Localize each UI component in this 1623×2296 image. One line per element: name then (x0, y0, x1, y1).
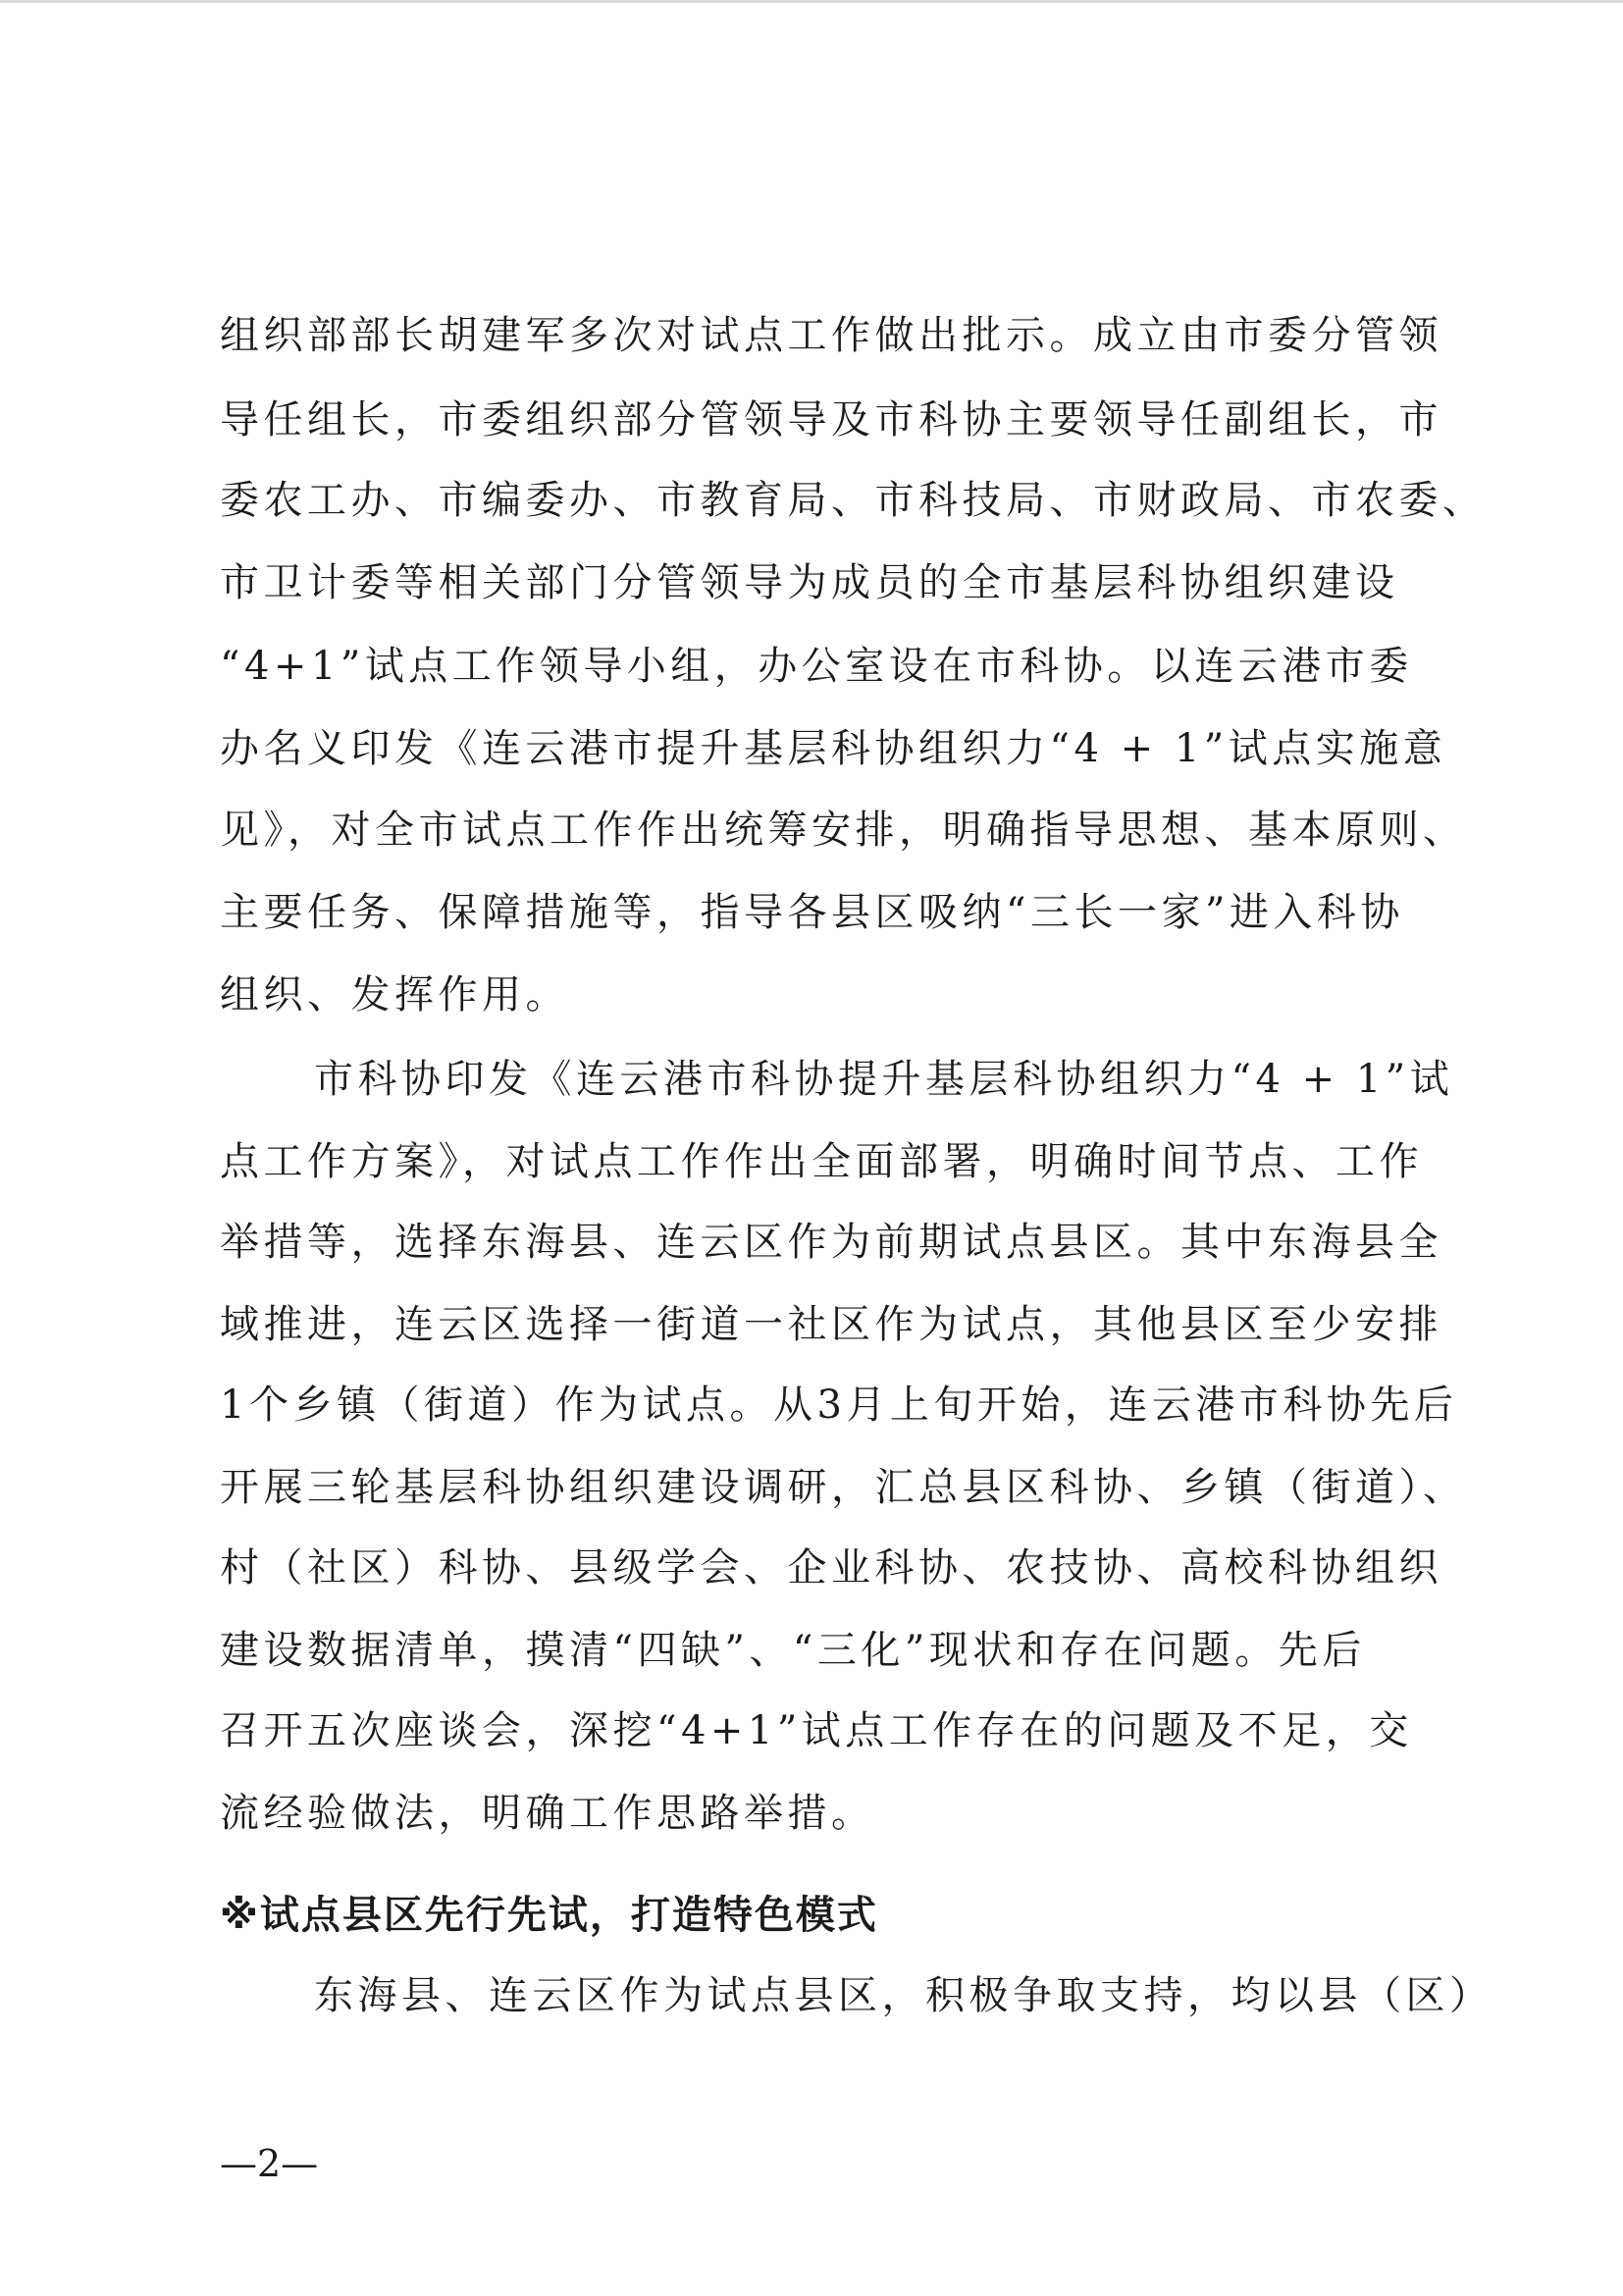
paragraph-1-line-8: 主要任务、保障措施等，指导各县区吸纳“三长一家”进入科协 (220, 890, 1404, 935)
paragraph-2-line-4: 域推进，连云区选择一街道一社区作为试点，其他县区至少安排 (220, 1302, 1442, 1347)
paragraph-2-line-9: 召开五次座谈会，深挖“4+1”试点工作存在的问题及不足，交 (220, 1708, 1413, 1753)
paragraph-2-line-3: 举措等，选择东海县、连云区作为前期试点县区。其中东海县全 (220, 1220, 1442, 1265)
section-heading: ※试点县区先行先试，打造特色模式 (220, 1893, 878, 1938)
paragraph-1-line-4: 市卫计委等相关部门分管领导为成员的全市基层科协组织建设 (220, 560, 1399, 605)
paragraph-2-line-2: 点工作方案》，对试点工作作出全面部署，明确时间节点、工作 (220, 1139, 1423, 1184)
paragraph-2-line-6: 开展三轮基层科协组织建设调研，汇总县区科协、乡镇（街道）、 (220, 1465, 1467, 1510)
paragraph-2-line-1: 市科协印发《连云港市科协提升基层科协组织力“4 + 1”试 (314, 1057, 1454, 1102)
paragraph-2-line-7: 村（社区）科协、县级学会、企业科协、农技协、高校科协组织 (220, 1545, 1442, 1591)
paragraph-1-line-2: 导任组长，市委组织部分管领导及市科协主要领导任副组长，市 (220, 397, 1442, 443)
paragraph-1-line-6: 办名义印发《连云港市提升基层科协组织力“4 + 1”试点实施意 (220, 726, 1447, 771)
paragraph-1-line-5: “4+1”试点工作领导小组，办公室设在市科协。以连云港市委 (220, 644, 1413, 689)
paragraph-2-line-5: 1个乡镇（街道）作为试点。从3月上旬开始，连云港市科协先后 (220, 1383, 1458, 1428)
paragraph-1-line-7: 见》，对全市试点工作作出统筹安排，明确指导思想、基本原则、 (220, 808, 1467, 853)
paragraph-1-line-1: 组织部部长胡建军多次对试点工作做出批示。成立由市委分管领 (220, 313, 1442, 358)
page-number: —2— (220, 2142, 319, 2185)
scan-top-edge (0, 0, 1623, 3)
paragraph-2-line-10: 流经验做法，明确工作思路举措。 (220, 1791, 875, 1836)
paragraph-3-line-1: 东海县、连云区作为试点县区，积极争取支持，均以县（区） (314, 1973, 1493, 2018)
paragraph-1-line-3: 委农工办、市编委办、市教育局、市科技局、市财政局、市农委、 (220, 478, 1487, 523)
paragraph-2-line-8: 建设数据清单，摸清“四缺”、“三化”现状和存在问题。先后 (220, 1628, 1366, 1673)
paragraph-1-line-9: 组织、发挥作用。 (220, 972, 569, 1018)
